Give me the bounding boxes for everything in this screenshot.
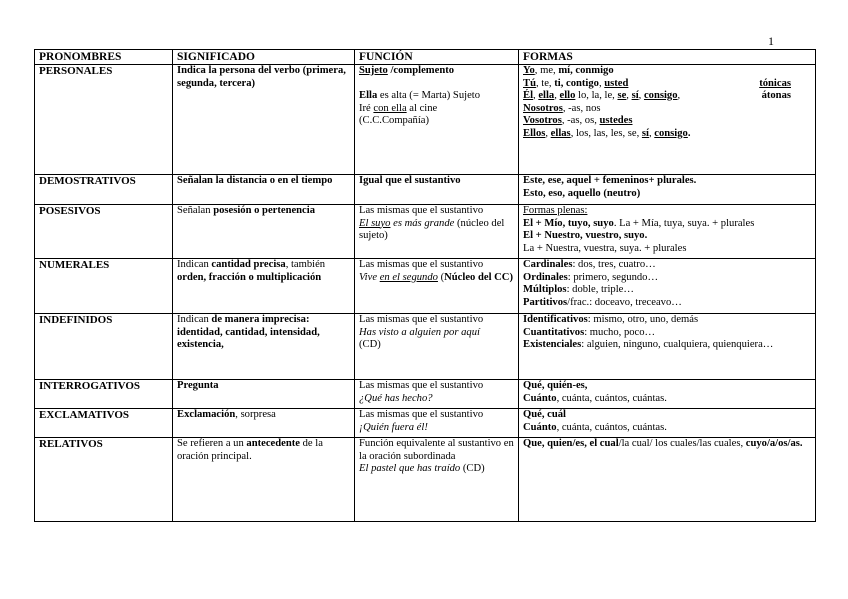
forms-cell: Formas plenas: El + Mío, tuyo, suyo. La + Mía, tuya, suya. + plurales El + Nuestro, vuestro, suyo. La + Nuestra, vuestra, suya. + plurales [519,205,816,259]
row-name: INDEFINIDOS [35,314,173,380]
table-row [35,175,816,205]
row-name: EXCLAMATIVOS [35,409,173,438]
row-name: POSESIVOS [35,205,173,259]
meaning-cell: Indica la persona del verbo (primera, segunda, tercera) [173,65,355,175]
header-formas: FORMAS [519,50,816,65]
forms-cell: Qué, quién-es, Cuánto, cuánta, cuántos, cuántas. [519,380,816,409]
function-cell: Las mismas que el sustantivo ¡Quién fuera él! [355,409,519,438]
table-row [35,65,816,175]
forms-cell: Que, quien/es, el cual/la cual/ los cuales/las cuales, cuyo/a/os/as. [519,438,816,522]
header-row [35,50,816,65]
header-significado: SIGNIFICADO [173,50,355,65]
table-row [35,409,816,438]
meaning-cell: Exclamación, sorpresa [173,409,355,438]
row-name: PERSONALES [35,65,173,175]
forms-cell: Este, ese, aquel + femeninos+ plurales. Esto, eso, aquello (neutro) [519,175,816,205]
row-name: NUMERALES [35,259,173,314]
meaning-cell: Señalan la distancia o en el tiempo [173,175,355,205]
table-row [35,380,816,409]
function-cell: Las mismas que el sustantivo Has visto a alguien por aquí (CD) [355,314,519,380]
meaning-cell: Indican cantidad precisa, también orden, fracción o multiplicación [173,259,355,314]
forms-cell: Cardinales: dos, tres, cuatro… Ordinales: primero, segundo… Múltiplos: doble, triple… Partitivos/frac.: doceavo, treceavo… [519,259,816,314]
function-cell: Sujeto /complemento Ella es alta (= Marta) Sujeto Iré con ella al cine (C.C.Compañía) [355,65,519,175]
page-number: 1 [768,34,774,48]
function-cell: Función equivalente al sustantivo en la oración subordinada El pastel que has traído (CD) [355,438,519,522]
function-cell: Las mismas que el sustantivo El suyo es más grande (núcleo del sujeto) [355,205,519,259]
header-funcion: FUNCIÓN [355,50,519,65]
meaning-cell: Indican de manera imprecisa: identidad, cantidad, intensidad, existencia, [173,314,355,380]
pronouns-table [34,49,816,522]
table-row [35,205,816,259]
function-cell: Igual que el sustantivo [355,175,519,205]
forms-cell: Identificativos: mismo, otro, uno, demás Cuantitativos: mucho, poco… Existenciales: alguien, ninguno, cualquiera, quienquiera… [519,314,816,380]
row-name: INTERROGATIVOS [35,380,173,409]
meaning-cell: Pregunta [173,380,355,409]
header-pronombres: PRONOMBRES [35,50,173,65]
row-name: DEMOSTRATIVOS [35,175,173,205]
meaning-cell: Se refieren a un antecedente de la oración principal. [173,438,355,522]
meaning-cell: Señalan posesión o pertenencia [173,205,355,259]
table-row [35,314,816,380]
table-row [35,259,816,314]
forms-cell: Qué, cuál Cuánto, cuánta, cuántos, cuántas. [519,409,816,438]
table-row [35,438,816,522]
function-cell: Las mismas que el sustantivo ¿Qué has hecho? [355,380,519,409]
row-name: RELATIVOS [35,438,173,522]
forms-cell: Yo, me, mí, conmigo Tú, te, ti, contigo, usted tónicas Él, ella, ello lo, la, le, se, sí, consigo, átonas Nosotros, -as, nos Vosotros, -as, os, ustedes Ellos, ellas, los, las, les, se, sí, consigo. [519,65,816,175]
function-cell: Las mismas que el sustantivo Vive en el segundo (Núcleo del CC) [355,259,519,314]
